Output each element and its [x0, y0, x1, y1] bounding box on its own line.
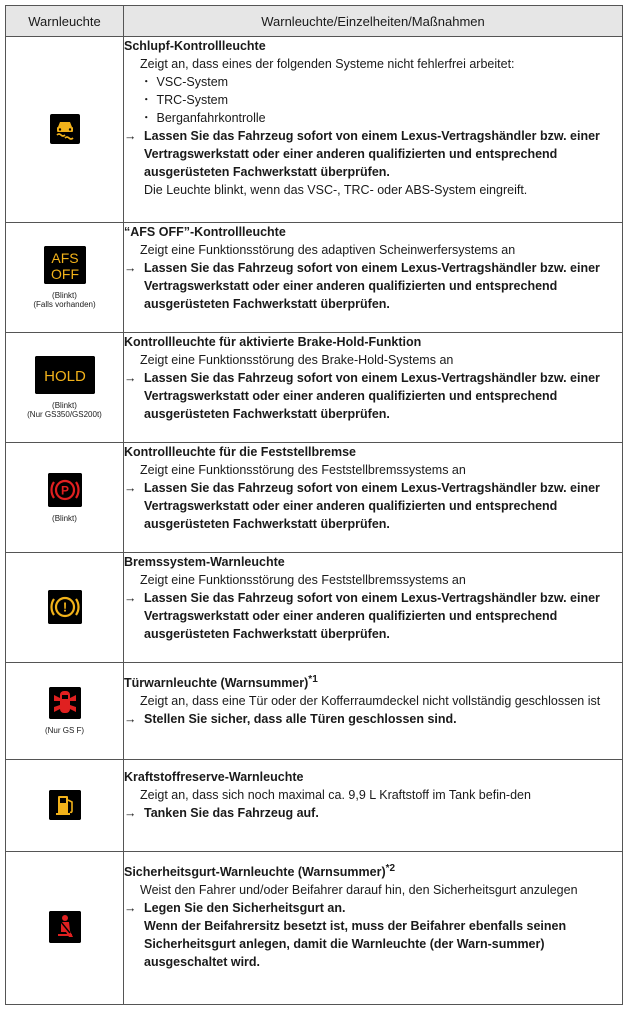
arrow-right-icon: →	[124, 261, 137, 275]
header-details: Warnleuchte/Einzelheiten/Maßnahmen	[124, 6, 623, 37]
arrow-right-icon: →	[124, 129, 137, 143]
icon-cell	[6, 333, 124, 443]
row-description: Zeigt an, dass sich noch maximal ca. 9,9 L Kraftstoff im Tank befin-den	[140, 788, 531, 802]
action-line	[124, 479, 622, 533]
hold-icon	[35, 356, 95, 394]
door-open-icon	[49, 687, 81, 719]
arrow-right-icon: →	[124, 481, 137, 495]
row-description: Zeigt eine Funktionsstörung des Brake-Hold-Systems an	[140, 353, 454, 367]
sub-label-condition: (Falls vorhanden)	[33, 300, 96, 309]
icon-cell	[6, 663, 124, 760]
action-text: Lassen Sie das Fahrzeug sofort von einem Lexus-Vertragshändler bzw. einer Vertragswerkstatt oder einer anderen qualifizierten und entsprechend ausgerüsteten Fachwerkstatt überprüfen.	[144, 261, 600, 311]
warning-light-table	[5, 5, 623, 1005]
brake-warning-icon	[48, 590, 82, 624]
hold-label: HOLD	[43, 368, 86, 385]
icon-cell	[6, 223, 124, 333]
text-cell	[124, 663, 623, 760]
sub-label-condition: (Nur GS350/GS200t)	[27, 410, 102, 419]
row-note: Wenn der Beifahrersitz besetzt ist, muss der Beifahrer ebenfalls seinen Sicherheitsgurt anlegen, damit die Warnleuchte (der Warn-summer) ausgeschaltet wird.	[144, 919, 567, 970]
action-line	[124, 127, 622, 181]
arrow-right-icon: →	[124, 712, 137, 727]
list-item: ・ VSC-System	[124, 73, 622, 91]
row-title: Bremssystem-Warnleuchte	[124, 555, 285, 569]
action-line	[124, 259, 622, 313]
action-text: Lassen Sie das Fahrzeug sofort von einem Lexus-Vertragshändler bzw. einer Vertragswerkstatt oder einer anderen qualifizierten und entsprechend ausgerüsteten Fachwerkstatt überprüfen.	[144, 371, 600, 421]
brake-exclamation: !	[62, 599, 67, 614]
table-row	[6, 37, 623, 223]
action-line	[124, 899, 622, 917]
action-text: Legen Sie den Sicherheitsgurt an.	[144, 901, 346, 916]
footnote-marker: *1	[308, 674, 318, 685]
off-label: OFF	[50, 266, 79, 282]
row-description: Zeigt eine Funktionsstörung des Feststellbremssystems an	[140, 573, 466, 587]
table-row	[6, 852, 623, 1005]
row-description: Zeigt an, dass eine Tür oder der Kofferraumdeckel nicht vollständig geschlossen ist	[140, 694, 601, 709]
icon-cell	[6, 37, 124, 223]
icon-cell	[6, 443, 124, 553]
header-warnleuchte: Warnleuchte	[6, 6, 124, 37]
action-text: Lassen Sie das Fahrzeug sofort von einem Lexus-Vertragshändler bzw. einer Vertragswerkstatt oder einer anderen qualifizierten und entsprechend ausgerüsteten Fachwerkstatt überprüfen.	[144, 591, 600, 641]
action-line	[124, 369, 622, 423]
row-title: Kontrollleuchte für aktivierte Brake-Hold-Funktion	[124, 335, 422, 349]
sub-label-blinks: (Blinkt)	[52, 513, 77, 523]
text-cell	[124, 760, 623, 852]
arrow-right-icon: →	[124, 901, 137, 916]
action-text: Tanken Sie das Fahrzeug auf.	[144, 806, 319, 820]
row-title	[124, 860, 622, 881]
row-title-text: Sicherheitsgurt-Warnleuchte (Warnsummer)	[124, 865, 386, 880]
table-row	[6, 760, 623, 852]
parking-letter: P	[60, 483, 69, 497]
row-title-text: Türwarnleuchte (Warnsummer)	[124, 676, 309, 691]
row-description: Zeigt eine Funktionsstörung des Feststellbremssystems an	[140, 463, 466, 477]
icon-cell	[6, 852, 124, 1005]
fuel-pump-icon	[49, 790, 81, 820]
arrow-right-icon: →	[124, 371, 137, 385]
action-line	[124, 710, 622, 728]
action-text: Lassen Sie das Fahrzeug sofort von einem Lexus-Vertragshändler bzw. einer Vertragswerkstatt oder einer anderen qualifizierten und entsprechend ausgerüsteten Fachwerkstatt überprüfen.	[144, 481, 600, 531]
text-cell	[124, 333, 623, 443]
row-title: Kontrollleuchte für die Feststellbremse	[124, 445, 356, 459]
slip-car-icon	[50, 114, 80, 144]
table-row	[6, 663, 623, 760]
row-description: Zeigt eine Funktionsstörung des adaptiven Scheinwerfersystems an	[140, 243, 516, 257]
row-description: Weist den Fahrer und/oder Beifahrer darauf hin, den Sicherheitsgurt anzulegen	[140, 883, 578, 898]
table-row	[6, 333, 623, 443]
list-item: ・ TRC-System	[124, 91, 622, 109]
row-title	[124, 671, 622, 692]
text-cell	[124, 223, 623, 333]
arrow-right-icon: →	[124, 806, 137, 820]
afs-label: AFS	[50, 250, 79, 266]
arrow-right-icon: →	[124, 591, 137, 605]
icon-cell	[6, 760, 124, 852]
text-cell	[124, 37, 623, 223]
text-cell	[124, 553, 623, 663]
footnote-marker: *2	[385, 863, 396, 874]
row-title: “AFS OFF”-Kontrollleuchte	[124, 225, 286, 239]
row-note: Die Leuchte blinkt, wenn das VSC-, TRC- oder ABS-System eingreift.	[144, 183, 528, 197]
text-cell	[124, 852, 623, 1005]
table-row	[6, 443, 623, 553]
row-title: Schlupf-Kontrollleuchte	[124, 39, 266, 53]
row-title: Kraftstoffreserve-Warnleuchte	[124, 770, 304, 784]
table-header-row	[6, 6, 623, 37]
action-line	[124, 589, 622, 643]
text-cell	[124, 443, 623, 553]
sub-label-condition: (Nur GS F)	[44, 726, 85, 735]
list-item: ・ Berganfahrkontrolle	[124, 109, 622, 127]
row-description: Zeigt an, dass eines der folgenden Systeme nicht fehlerfrei arbeitet:	[140, 57, 515, 71]
sub-label-blinks: (Blinkt)	[52, 401, 77, 410]
action-text: Stellen Sie sicher, dass alle Türen geschlossen sind.	[144, 712, 457, 727]
afs-off-icon	[44, 246, 86, 284]
sub-label-blinks: (Blinkt)	[52, 291, 77, 300]
action-text: Lassen Sie das Fahrzeug sofort von einem Lexus-Vertragshändler bzw. einer Vertragswerkstatt oder einer anderen qualifizierten und entsprechend ausgerüsteten Fachwerkstatt überprüfen.	[144, 129, 600, 179]
parking-brake-icon	[48, 473, 82, 507]
table-row	[6, 553, 623, 663]
seatbelt-icon	[49, 911, 81, 943]
action-line	[124, 804, 622, 822]
icon-cell	[6, 553, 124, 663]
table-row	[6, 223, 623, 333]
